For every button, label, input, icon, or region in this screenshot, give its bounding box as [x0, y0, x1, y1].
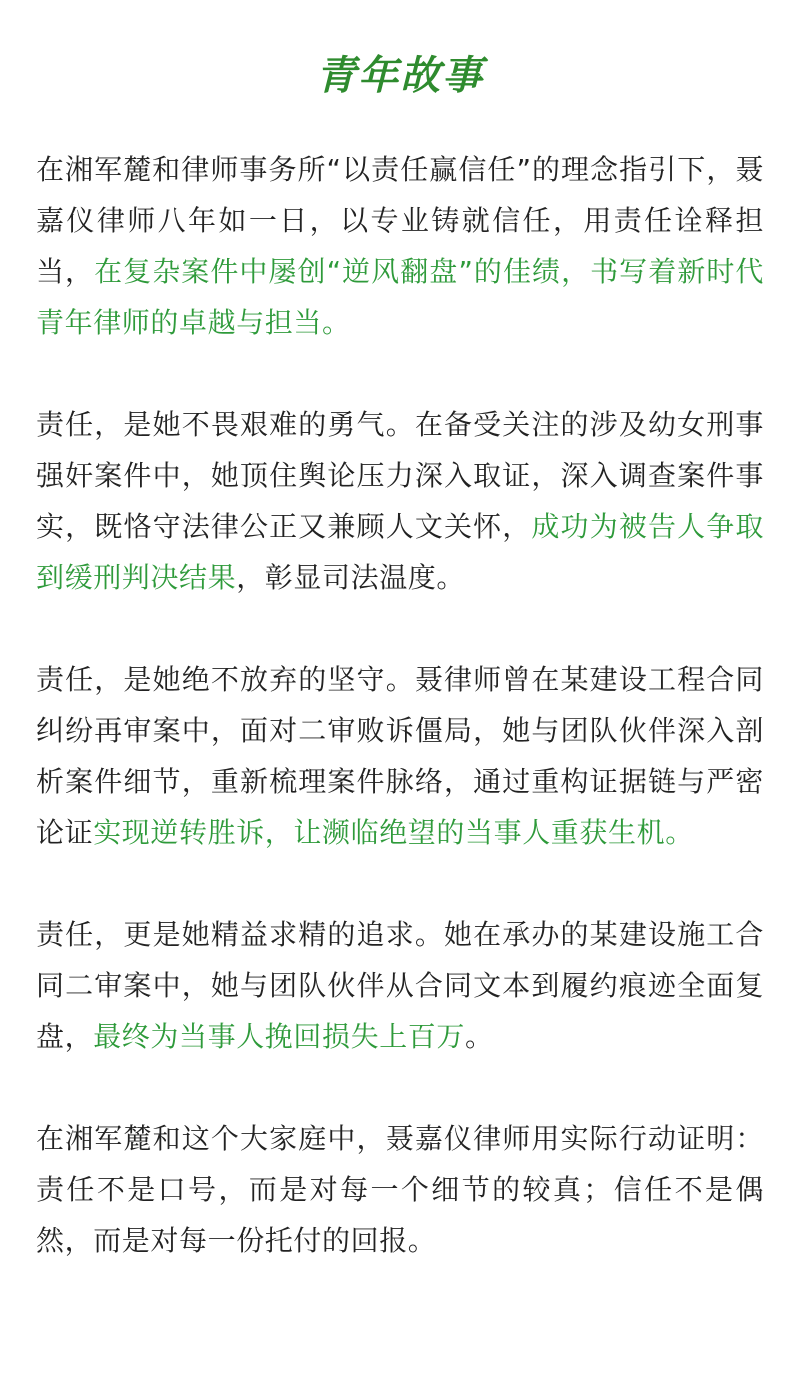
paragraph-excellence [36, 909, 764, 1062]
paragraph-conclusion [36, 1113, 764, 1266]
paragraph-text: 责任，是她不畏艰难的勇气。在备受关注的涉及幼女刑事强奸案件中，她顶住舆论压力深入取证，深入调查案件事实，既恪守法律公正又兼顾人文关怀， [36, 408, 764, 543]
paragraph-text: 。 [465, 1020, 494, 1053]
paragraph-perseverance [36, 654, 764, 858]
paragraph-text: 责任，更是她精益求精的追求。她在承办的某建设施工合同二审案中，她与团队伙伴从合同文本到履约痕迹全面复盘， [36, 918, 764, 1053]
highlight-text: 在复杂案件中屡创“逆风翻盘”的佳绩，书写着新时代青年律师的卓越与担当。 [36, 255, 765, 339]
paragraph-text: 责任，是她绝不放弃的坚守。聂律师曾在某建设工程合同纠纷再审案中，面对二审败诉僵局，她与团队伙伴深入剖析案件细节，重新梳理案件脉络，通过重构证据链与严密论证 [36, 663, 764, 849]
paragraph-intro [36, 144, 764, 348]
paragraph-text: 在湘军麓和律师事务所“以责任赢信任”的理念指引下，聂嘉仪律师八年如一日，以专业铸就信任，用责任诠释担当， [36, 153, 764, 288]
highlight-text: 成功为被告人争取到缓刑判决结果 [36, 510, 764, 594]
paragraph-courage [36, 399, 764, 603]
page-title: 青年故事 [316, 53, 484, 99]
highlight-text: 实现逆转胜诉，让濒临绝望的当事人重获生机。 [93, 816, 694, 849]
paragraph-text: 在湘军麓和这个大家庭中，聂嘉仪律师用实际行动证明：责任不是口号，而是对每一个细节的较真；信任不是偶然，而是对每一份托付的回报。 [36, 1122, 764, 1257]
highlight-text: 最终为当事人挽回损失上百万 [93, 1020, 466, 1053]
paragraph-text: ，彰显司法温度。 [236, 561, 466, 594]
